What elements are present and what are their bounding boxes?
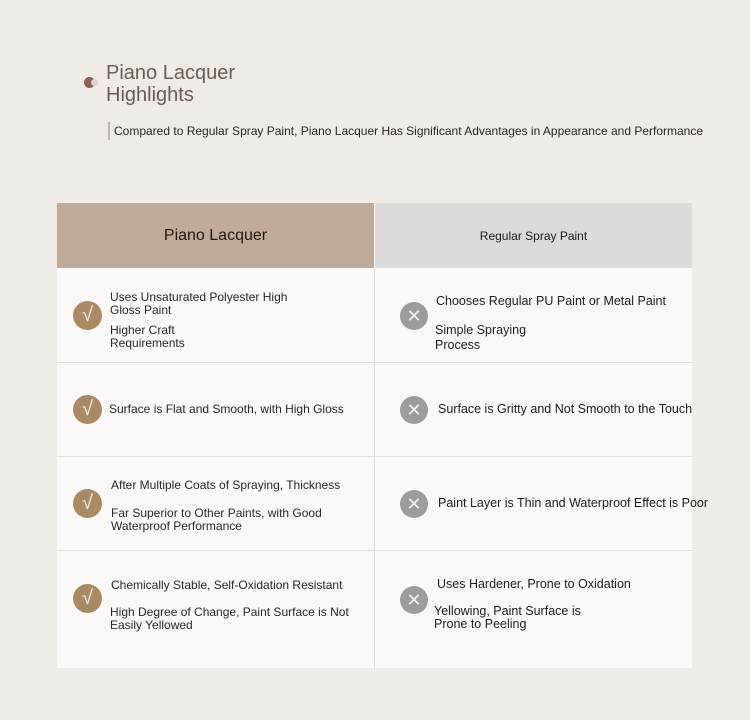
table-row-4-right — [375, 551, 692, 668]
check-circle-icon: √ — [73, 489, 102, 518]
x-circle-icon: ✕ — [400, 302, 428, 330]
x-circle-icon: ✕ — [400, 490, 428, 518]
table-row-2-left — [57, 363, 374, 456]
row-1-right-line-1: Chooses Regular PU Paint or Metal Paint — [436, 294, 666, 308]
row-4-right-line-1: Uses Hardener, Prone to Oxidation — [437, 577, 631, 591]
x-circle-icon: ✕ — [400, 586, 428, 614]
comparison-table — [57, 203, 709, 668]
column-header-piano-lacquer: Piano Lacquer — [57, 203, 374, 268]
check-circle-icon: √ — [73, 395, 102, 424]
check-circle-icon: √ — [73, 301, 102, 330]
check-circle-icon: √ — [73, 584, 102, 613]
column-header-regular-spray-paint: Regular Spray Paint — [375, 203, 692, 268]
table-row-3-left — [57, 457, 374, 550]
row-1-left-line-1: Uses Unsaturated Polyester High Gloss Paint — [110, 290, 288, 317]
page-subtitle: Compared to Regular Spray Paint, Piano Lacquer Has Significant Advantages in Appearance and Performance — [114, 124, 704, 138]
title-bullet-icon — [84, 77, 95, 88]
row-4-right-line-2: Yellowing, Paint Surface is Prone to Peeling — [434, 604, 581, 631]
row-3-left-line-2: Far Superior to Other Paints, with Good Waterproof Performance — [111, 506, 322, 533]
table-row-4-left — [57, 551, 374, 668]
page-title: Piano Lacquer Highlights — [106, 62, 235, 106]
row-4-left-line-2: High Degree of Change, Paint Surface is Not Easily Yellowed — [110, 605, 349, 632]
table-row-3-right — [375, 457, 709, 550]
row-2-right-line-1: Surface is Gritty and Not Smooth to the Touch — [438, 402, 693, 416]
row-1-right-line-2: Simple Spraying Process — [435, 323, 527, 352]
row-2-left-line-1: Surface is Flat and Smooth, with High Gloss — [109, 402, 344, 416]
table-row-1-right — [375, 268, 692, 362]
row-3-right-line-1: Paint Layer is Thin and Waterproof Effect is Poor — [438, 496, 709, 510]
table-row-1-left — [57, 268, 374, 362]
row-3-left-line-1: After Multiple Coats of Spraying, Thickness — [111, 478, 341, 492]
row-1-left-line-2: Higher Craft Requirements — [110, 323, 185, 350]
x-circle-icon: ✕ — [400, 396, 428, 424]
row-4-left-line-1: Chemically Stable, Self-Oxidation Resistant — [111, 578, 343, 592]
table-row-2-right — [375, 363, 692, 456]
